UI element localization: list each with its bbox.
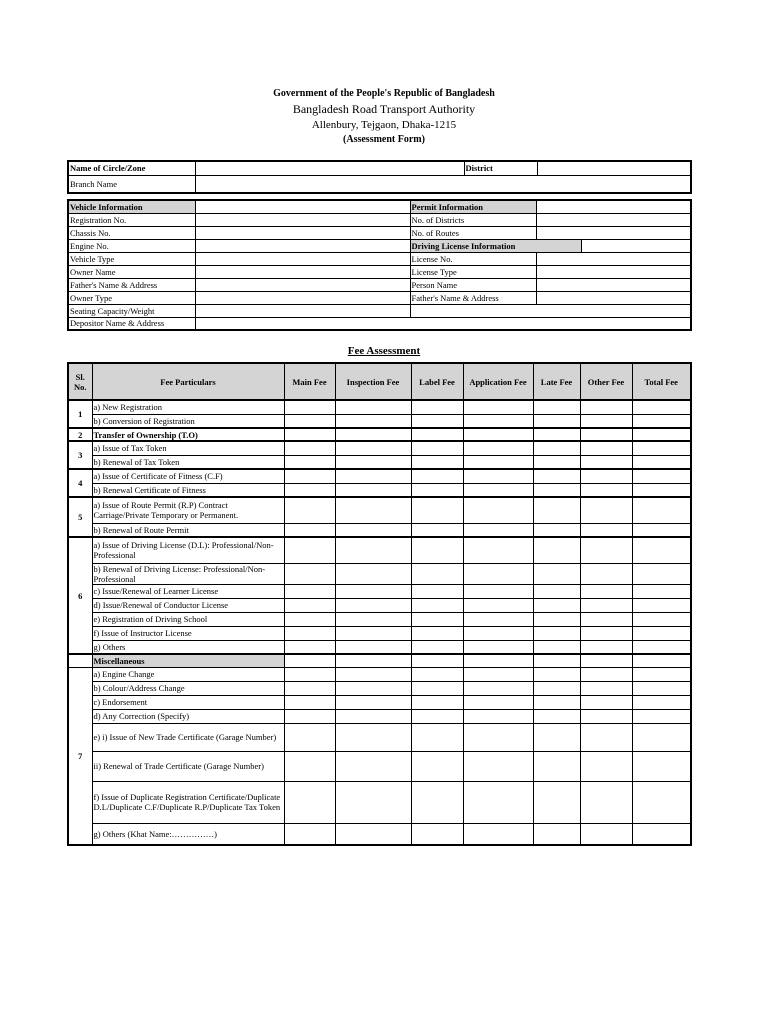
fee-input-cell[interactable] (533, 723, 580, 751)
fee-input-cell[interactable] (632, 455, 691, 469)
fee-input-cell[interactable] (335, 428, 411, 441)
person-name-input[interactable] (536, 278, 691, 291)
depositor-input[interactable] (195, 317, 691, 330)
owner-type-label: Owner Type (68, 291, 195, 304)
column-header: Main Fee (284, 363, 335, 400)
fee-row (68, 695, 691, 709)
fee-particular: c) Issue/Renewal of Learner License (92, 584, 284, 598)
fee-input-cell[interactable] (284, 469, 335, 483)
fee-input-cell[interactable] (335, 400, 411, 414)
fee-input-cell[interactable] (463, 537, 533, 563)
fee-input-cell[interactable] (463, 640, 533, 654)
license-father-input[interactable] (536, 291, 691, 304)
fee-input-cell[interactable] (284, 695, 335, 709)
fee-row (68, 414, 691, 428)
fee-row (68, 563, 691, 584)
fee-input-cell[interactable] (411, 497, 463, 523)
column-header: Sl. No. (68, 363, 92, 400)
fee-input-cell[interactable] (411, 584, 463, 598)
fee-input-cell[interactable] (580, 695, 632, 709)
header-government: Government of the People's Republic of Bangladesh (273, 88, 495, 99)
fee-input-cell[interactable] (463, 709, 533, 723)
fee-input-cell[interactable] (335, 441, 411, 455)
fee-input-cell[interactable] (284, 723, 335, 751)
fee-input-cell[interactable] (411, 723, 463, 751)
fee-input-cell[interactable] (463, 469, 533, 483)
fee-input-cell[interactable] (335, 563, 411, 584)
fee-input-cell[interactable] (533, 537, 580, 563)
license-no-input[interactable] (536, 252, 691, 265)
fee-input-cell[interactable] (411, 598, 463, 612)
fee-input-cell[interactable] (284, 414, 335, 428)
fee-particular: f) Issue of Instructor License (92, 626, 284, 640)
fee-input-cell[interactable] (284, 455, 335, 469)
fee-input-cell[interactable] (335, 483, 411, 497)
column-header: Fee Particulars (92, 363, 284, 400)
fee-input-cell[interactable] (533, 469, 580, 483)
fee-input-cell[interactable] (335, 695, 411, 709)
fee-input-cell[interactable] (411, 654, 463, 667)
blank-cell (581, 239, 691, 252)
seating-input[interactable] (195, 304, 410, 317)
fee-input-cell[interactable] (533, 626, 580, 640)
fee-input-cell[interactable] (632, 823, 691, 845)
fee-input-cell[interactable] (411, 523, 463, 537)
fee-input-cell[interactable] (533, 598, 580, 612)
fee-input-cell[interactable] (580, 598, 632, 612)
fee-input-cell[interactable] (411, 414, 463, 428)
fee-input-cell[interactable] (463, 654, 533, 667)
fee-input-cell[interactable] (411, 455, 463, 469)
fee-input-cell[interactable] (335, 523, 411, 537)
fee-input-cell[interactable] (335, 823, 411, 845)
fee-particular: ii) Renewal of Trade Certificate (Garage Number) (92, 751, 284, 781)
owner-type-input[interactable] (195, 291, 410, 304)
fee-input-cell[interactable] (533, 584, 580, 598)
fee-input-cell[interactable] (580, 626, 632, 640)
fee-row (68, 400, 691, 414)
fee-input-cell[interactable] (411, 612, 463, 626)
branch-label: Branch Name (68, 175, 195, 193)
fee-input-cell[interactable] (632, 681, 691, 695)
fee-input-cell[interactable] (284, 523, 335, 537)
fee-input-cell[interactable] (463, 497, 533, 523)
fee-input-cell[interactable] (411, 823, 463, 845)
fee-input-cell[interactable] (284, 584, 335, 598)
fee-row (68, 681, 691, 695)
serial-number: 6 (68, 537, 92, 654)
fee-input-cell[interactable] (463, 626, 533, 640)
fee-particular: Transfer of Ownership (T.O) (92, 428, 284, 441)
district-label: District (464, 161, 537, 175)
person-name-label: Person Name (410, 278, 536, 291)
fee-input-cell[interactable] (463, 681, 533, 695)
fee-input-cell[interactable] (533, 654, 580, 667)
fee-input-cell[interactable] (580, 414, 632, 428)
information-table (67, 199, 692, 331)
fee-input-cell[interactable] (284, 681, 335, 695)
fee-input-cell[interactable] (335, 455, 411, 469)
owner-name-input[interactable] (195, 265, 410, 278)
fee-input-cell[interactable] (580, 667, 632, 681)
fee-input-cell[interactable] (580, 400, 632, 414)
fee-particular: b) Colour/Address Change (92, 681, 284, 695)
fee-input-cell[interactable] (463, 751, 533, 781)
fee-input-cell[interactable] (284, 612, 335, 626)
fee-input-cell[interactable] (533, 667, 580, 681)
fee-particular: a) Issue of Certificate of Fitness (C.F) (92, 469, 284, 483)
fee-input-cell[interactable] (284, 497, 335, 523)
fee-input-cell[interactable] (284, 563, 335, 584)
fee-input-cell[interactable] (533, 781, 580, 823)
routes-label: No. of Routes (410, 226, 536, 239)
fee-particular: e) Registration of Driving School (92, 612, 284, 626)
fee-input-cell[interactable] (335, 709, 411, 723)
fee-input-cell[interactable] (463, 483, 533, 497)
fee-input-cell[interactable] (580, 483, 632, 497)
fee-input-cell[interactable] (284, 751, 335, 781)
circle-table (67, 160, 692, 194)
fee-input-cell[interactable] (580, 428, 632, 441)
fee-assessment-title: Fee Assessment (347, 345, 421, 357)
header-authority: Bangladesh Road Transport Authority (292, 102, 476, 116)
fee-input-cell[interactable] (335, 751, 411, 781)
fee-input-cell[interactable] (632, 781, 691, 823)
fee-input-cell[interactable] (463, 612, 533, 626)
license-father-label: Father's Name & Address (410, 291, 536, 304)
fee-row (68, 612, 691, 626)
fee-row (68, 751, 691, 781)
fee-input-cell[interactable] (284, 654, 335, 667)
fee-input-cell[interactable] (580, 455, 632, 469)
fee-input-cell[interactable] (632, 483, 691, 497)
fee-row (68, 640, 691, 654)
fee-particular: b) Renewal of Route Permit (92, 523, 284, 537)
fee-input-cell[interactable] (580, 563, 632, 584)
fee-input-cell[interactable] (411, 469, 463, 483)
fee-particular: a) New Registration (92, 400, 284, 414)
column-header: Label Fee (411, 363, 463, 400)
fee-input-cell[interactable] (632, 709, 691, 723)
vehicle-type-label: Vehicle Type (68, 252, 195, 265)
fee-row (68, 709, 691, 723)
circle-input[interactable] (195, 161, 464, 175)
serial-number: 7 (68, 667, 92, 845)
fee-particular: b) Renewal of Driving License: Professional/Non-Professional (92, 563, 284, 584)
engine-input[interactable] (195, 239, 410, 252)
fee-input-cell[interactable] (533, 455, 580, 469)
fee-input-cell[interactable] (411, 441, 463, 455)
fee-row (68, 584, 691, 598)
fee-row (68, 523, 691, 537)
fee-row (68, 654, 691, 667)
fee-input-cell[interactable] (580, 654, 632, 667)
father-address-label: Father's Name & Address (68, 278, 195, 291)
engine-label: Engine No. (68, 239, 195, 252)
fee-particular: g) Others (Khat Name:……………) (92, 823, 284, 845)
fee-input-cell[interactable] (335, 781, 411, 823)
fee-row (68, 723, 691, 751)
fee-input-cell[interactable] (632, 626, 691, 640)
fee-input-cell[interactable] (411, 751, 463, 781)
fee-input-cell[interactable] (533, 823, 580, 845)
fee-input-cell[interactable] (463, 441, 533, 455)
fee-input-cell[interactable] (463, 400, 533, 414)
fee-input-cell[interactable] (411, 640, 463, 654)
fee-particular: b) Conversion of Registration (92, 414, 284, 428)
column-header: Total Fee (632, 363, 691, 400)
column-header: Late Fee (533, 363, 580, 400)
fee-particular: f) Issue of Duplicate Registration Certificate/Duplicate D.L/Duplicate C.F/Duplicate R.P/Duplicate Tax Token (92, 781, 284, 823)
fee-input-cell[interactable] (335, 598, 411, 612)
fee-input-cell[interactable] (632, 695, 691, 709)
fee-particular: Miscellaneous (92, 654, 284, 667)
fee-row (68, 781, 691, 823)
fee-input-cell[interactable] (632, 400, 691, 414)
vehicle-type-input[interactable] (195, 252, 410, 265)
fee-row (68, 626, 691, 640)
fee-input-cell[interactable] (411, 428, 463, 441)
fee-input-cell[interactable] (533, 497, 580, 523)
fee-input-cell[interactable] (335, 681, 411, 695)
fee-input-cell[interactable] (580, 751, 632, 781)
fee-input-cell[interactable] (580, 723, 632, 751)
column-header: Application Fee (463, 363, 533, 400)
fee-particular: a) Issue of Driving License (D.L): Professional/Non-Professional (92, 537, 284, 563)
fee-input-cell[interactable] (411, 781, 463, 823)
fee-input-cell[interactable] (411, 709, 463, 723)
license-type-input[interactable] (536, 265, 691, 278)
fee-input-cell[interactable] (411, 537, 463, 563)
fee-input-cell[interactable] (284, 400, 335, 414)
fee-input-cell[interactable] (284, 640, 335, 654)
branch-input[interactable] (195, 175, 691, 193)
serial-number: 5 (68, 497, 92, 537)
fee-input-cell[interactable] (533, 483, 580, 497)
fee-input-cell[interactable] (632, 654, 691, 667)
fee-input-cell[interactable] (335, 584, 411, 598)
fee-input-cell[interactable] (463, 584, 533, 598)
fee-input-cell[interactable] (580, 709, 632, 723)
fee-particular: a) Engine Change (92, 667, 284, 681)
fee-input-cell[interactable] (632, 414, 691, 428)
fee-input-cell[interactable] (632, 523, 691, 537)
fee-input-cell[interactable] (533, 523, 580, 537)
district-input[interactable] (537, 161, 691, 175)
license-no-label: License No. (410, 252, 536, 265)
fee-particular: a) Issue of Tax Token (92, 441, 284, 455)
fee-input-cell[interactable] (533, 640, 580, 654)
fee-input-cell[interactable] (632, 723, 691, 751)
fee-particular: b) Renewal of Tax Token (92, 455, 284, 469)
seating-label: Seating Capacity/Weight (68, 304, 195, 317)
fee-input-cell[interactable] (632, 612, 691, 626)
fee-input-cell[interactable] (335, 723, 411, 751)
fee-row (68, 441, 691, 455)
circle-label: Name of Circle/Zone (68, 161, 195, 175)
fee-input-cell[interactable] (580, 497, 632, 523)
fee-input-cell[interactable] (632, 497, 691, 523)
fee-input-cell[interactable] (580, 823, 632, 845)
fee-input-cell[interactable] (580, 537, 632, 563)
fee-input-cell[interactable] (284, 667, 335, 681)
fee-input-cell[interactable] (284, 483, 335, 497)
fee-input-cell[interactable] (580, 781, 632, 823)
blank-cell (410, 304, 691, 317)
registration-input[interactable] (195, 213, 410, 226)
chassis-label: Chassis No. (68, 226, 195, 239)
fee-input-cell[interactable] (284, 598, 335, 612)
serial-number: 1 (68, 400, 92, 428)
fee-input-cell[interactable] (284, 626, 335, 640)
header-form-title: (Assessment Form) (343, 134, 425, 145)
routes-input[interactable] (536, 226, 691, 239)
fee-row (68, 667, 691, 681)
districts-label: No. of Districts (410, 213, 536, 226)
fee-row (68, 483, 691, 497)
fee-input-cell[interactable] (411, 626, 463, 640)
fee-particular: e) i) Issue of New Trade Certificate (Garage Number) (92, 723, 284, 751)
fee-input-cell[interactable] (632, 640, 691, 654)
column-header: Other Fee (580, 363, 632, 400)
fee-row (68, 497, 691, 523)
fee-input-cell[interactable] (335, 537, 411, 563)
fee-input-cell[interactable] (533, 681, 580, 695)
serial-number (68, 654, 92, 667)
fee-particular: g) Others (92, 640, 284, 654)
fee-input-cell[interactable] (335, 667, 411, 681)
fee-input-cell[interactable] (411, 681, 463, 695)
fee-input-cell[interactable] (284, 537, 335, 563)
fee-input-cell[interactable] (463, 695, 533, 709)
fee-input-cell[interactable] (632, 441, 691, 455)
fee-input-cell[interactable] (580, 612, 632, 626)
fee-row (68, 823, 691, 845)
fee-input-cell[interactable] (335, 640, 411, 654)
fee-input-cell[interactable] (533, 709, 580, 723)
fee-input-cell[interactable] (335, 497, 411, 523)
license-type-label: License Type (410, 265, 536, 278)
fee-input-cell[interactable] (580, 640, 632, 654)
fee-row (68, 428, 691, 441)
fee-row (68, 469, 691, 483)
permit-info-heading: Permit Information (410, 200, 536, 213)
fee-input-cell[interactable] (463, 667, 533, 681)
fee-input-cell[interactable] (463, 563, 533, 584)
fee-input-cell[interactable] (284, 823, 335, 845)
fee-row (68, 455, 691, 469)
fee-input-cell[interactable] (632, 751, 691, 781)
fee-particular: d) Any Correction (Specify) (92, 709, 284, 723)
fee-input-cell[interactable] (632, 667, 691, 681)
fee-input-cell[interactable] (463, 523, 533, 537)
fee-row (68, 537, 691, 563)
fee-input-cell[interactable] (632, 563, 691, 584)
fee-row (68, 598, 691, 612)
fee-input-cell[interactable] (580, 523, 632, 537)
header-address: Allenbury, Tejgaon, Dhaka-1215 (311, 119, 457, 131)
fee-particular: c) Endorsement (92, 695, 284, 709)
fee-table (67, 362, 692, 846)
fee-input-cell[interactable] (463, 781, 533, 823)
fee-input-cell[interactable] (533, 441, 580, 455)
fee-input-cell[interactable] (632, 428, 691, 441)
fee-input-cell[interactable] (463, 414, 533, 428)
fee-input-cell[interactable] (335, 612, 411, 626)
fee-input-cell[interactable] (533, 695, 580, 709)
fee-input-cell[interactable] (284, 428, 335, 441)
fee-input-cell[interactable] (533, 414, 580, 428)
fee-input-cell[interactable] (335, 414, 411, 428)
fee-input-cell[interactable] (533, 400, 580, 414)
blank-cell (536, 200, 691, 213)
fee-input-cell[interactable] (533, 563, 580, 584)
serial-number: 2 (68, 428, 92, 441)
vehicle-info-heading: Vehicle Information (68, 200, 195, 213)
fee-input-cell[interactable] (463, 598, 533, 612)
fee-input-cell[interactable] (632, 584, 691, 598)
license-info-heading: Driving License Information (410, 239, 581, 252)
districts-input[interactable] (536, 213, 691, 226)
fee-input-cell[interactable] (463, 723, 533, 751)
fee-input-cell[interactable] (463, 455, 533, 469)
serial-number: 4 (68, 469, 92, 497)
fee-input-cell[interactable] (580, 441, 632, 455)
fee-input-cell[interactable] (580, 469, 632, 483)
fee-input-cell[interactable] (284, 709, 335, 723)
fee-input-cell[interactable] (533, 612, 580, 626)
father-address-input[interactable] (195, 278, 410, 291)
fee-input-cell[interactable] (411, 667, 463, 681)
fee-input-cell[interactable] (580, 584, 632, 598)
fee-input-cell[interactable] (632, 537, 691, 563)
fee-input-cell[interactable] (632, 469, 691, 483)
serial-number: 3 (68, 441, 92, 469)
fee-input-cell[interactable] (580, 681, 632, 695)
column-header: Inspection Fee (335, 363, 411, 400)
fee-input-cell[interactable] (284, 781, 335, 823)
fee-input-cell[interactable] (335, 469, 411, 483)
fee-input-cell[interactable] (335, 654, 411, 667)
fee-particular: d) Issue/Renewal of Conductor License (92, 598, 284, 612)
fee-input-cell[interactable] (411, 563, 463, 584)
fee-input-cell[interactable] (411, 400, 463, 414)
blank-cell (195, 200, 410, 213)
owner-name-label: Owner Name (68, 265, 195, 278)
depositor-label: Depositor Name & Address (68, 317, 195, 330)
fee-input-cell[interactable] (632, 598, 691, 612)
fee-input-cell[interactable] (463, 428, 533, 441)
registration-label: Registration No. (68, 213, 195, 226)
fee-input-cell[interactable] (411, 695, 463, 709)
fee-input-cell[interactable] (533, 751, 580, 781)
fee-particular: b) Renewal Certificate of Fitness (92, 483, 284, 497)
fee-input-cell[interactable] (335, 626, 411, 640)
fee-input-cell[interactable] (411, 483, 463, 497)
chassis-input[interactable] (195, 226, 410, 239)
fee-particular: a) Issue of Route Permit (R.P) Contract Carriage/Private Temporary or Permanent. (92, 497, 284, 523)
fee-input-cell[interactable] (463, 823, 533, 845)
fee-input-cell[interactable] (533, 428, 580, 441)
fee-input-cell[interactable] (284, 441, 335, 455)
